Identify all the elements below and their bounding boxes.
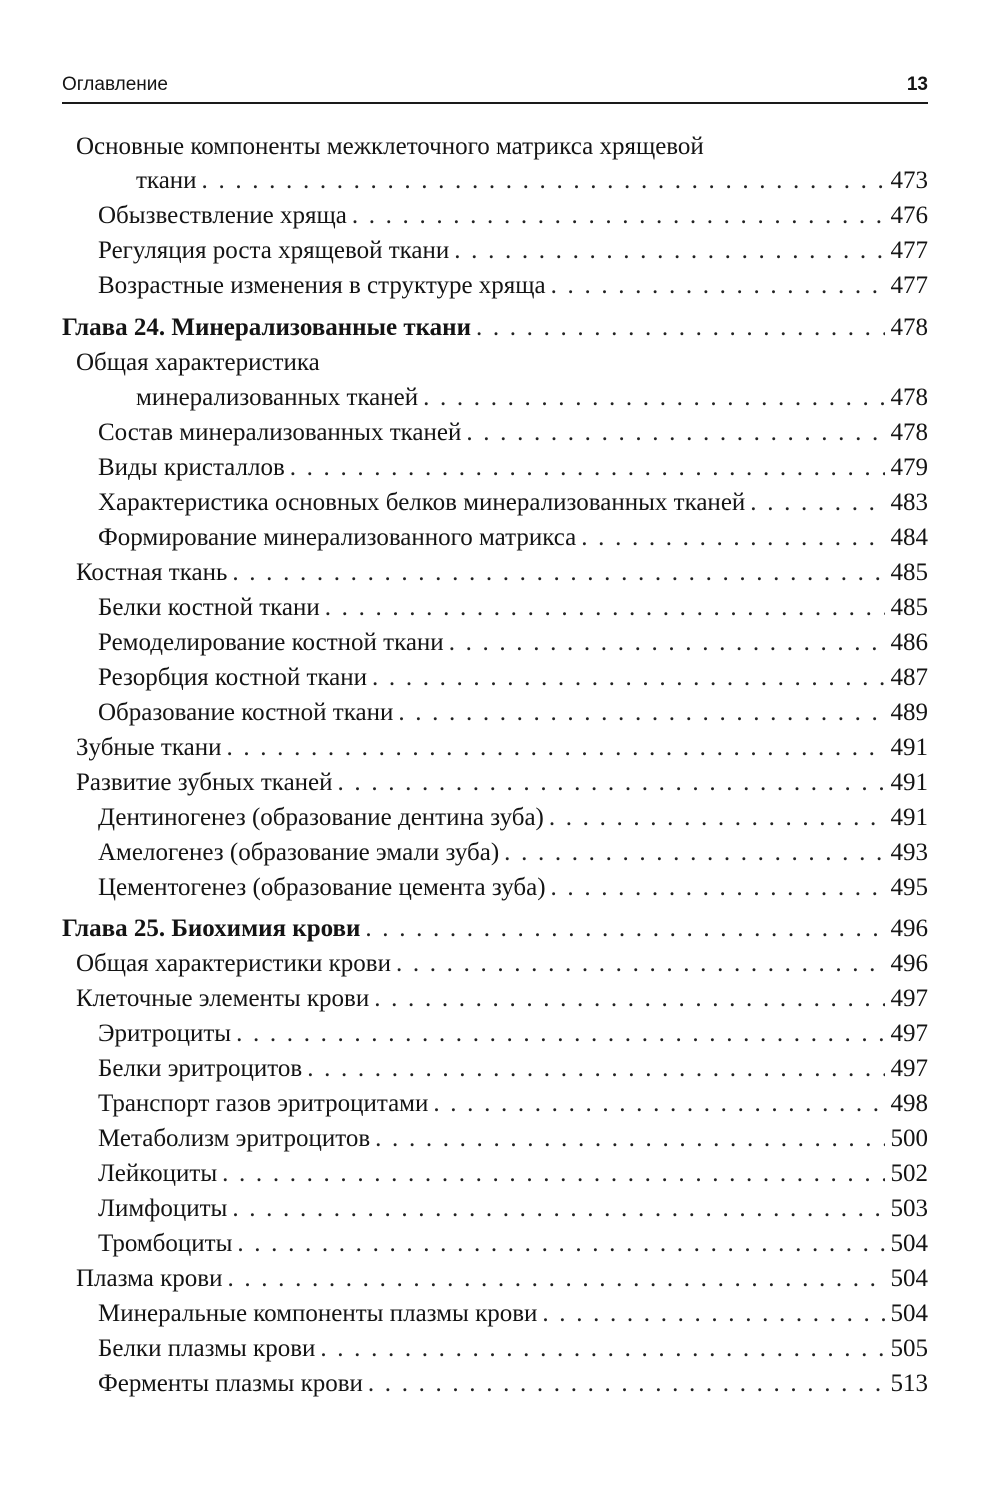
toc-entry	[0, 234, 928, 268]
toc-entry	[0, 1297, 928, 1331]
toc-entry-title: Резорбция костной ткани	[98, 664, 368, 691]
toc-entry-page: 485	[890, 559, 928, 586]
leader-dots	[504, 836, 884, 870]
toc-entry-page: 478	[890, 419, 928, 446]
leader-dots	[222, 1157, 884, 1191]
leader-dots	[226, 731, 884, 765]
leader-dots	[396, 947, 885, 981]
toc-entry-page: 495	[890, 874, 928, 901]
leader-dots	[375, 1122, 884, 1156]
leader-dots	[232, 1192, 884, 1226]
toc-entry-page: 483	[890, 489, 928, 516]
toc-entry-title: Костная ткань	[76, 559, 228, 586]
toc-entry	[0, 947, 928, 981]
toc-entry-title: Ферменты плазмы крови	[98, 1370, 363, 1397]
toc-entry-title: Характеристика основных белков минерализованных тканей	[98, 489, 746, 516]
leader-dots	[352, 199, 885, 233]
toc-entry	[0, 696, 928, 730]
toc-entry	[0, 801, 928, 835]
toc-entry-page: 504	[890, 1230, 928, 1257]
toc-entry-title: Белки плазмы крови	[98, 1335, 316, 1362]
toc-entry-page: 497	[890, 1020, 928, 1047]
leader-dots	[365, 912, 884, 946]
toc-entry-page: 496	[890, 915, 928, 942]
toc-entry-title: Регуляция роста хрящевой ткани	[98, 237, 450, 264]
toc-entry-page: 484	[890, 524, 928, 551]
toc-entry-title: Лимфоциты	[98, 1195, 228, 1222]
toc-entry-title: Метаболизм эритроцитов	[98, 1125, 371, 1152]
toc-entry	[0, 486, 928, 520]
toc-entry	[0, 381, 928, 415]
leader-dots	[320, 1332, 884, 1366]
leader-dots	[551, 269, 885, 303]
toc-entry	[0, 199, 928, 233]
toc-entry-title: Зубные ткани	[76, 734, 222, 761]
toc-entry-title: Основные компоненты межклеточного матрикса хрящевой	[76, 133, 704, 160]
toc-entry-page: 503	[890, 1195, 928, 1222]
toc-entry-title: ткани	[136, 167, 197, 194]
toc-entry-title: Общая характеристики крови	[76, 950, 391, 977]
toc-entry	[0, 1122, 928, 1156]
toc-entry-page: 478	[890, 384, 928, 411]
leader-dots	[237, 1227, 884, 1261]
toc-entry	[0, 416, 928, 450]
toc-entry	[0, 1227, 928, 1261]
toc-entry-title: Клеточные элементы крови	[76, 985, 370, 1012]
toc-entry-title: Амелогенез (образование эмали зуба)	[98, 839, 500, 866]
toc-entry-page: 491	[890, 804, 928, 831]
leader-dots	[549, 801, 885, 835]
toc-entry-title: Возрастные изменения в структуре хряща	[98, 272, 546, 299]
leader-dots	[368, 1367, 885, 1401]
toc-entry	[0, 731, 928, 765]
toc-entry	[0, 1157, 928, 1191]
toc-entry	[0, 626, 928, 660]
toc-entry-page: 504	[890, 1300, 928, 1327]
toc-entry	[0, 521, 928, 555]
toc-entry	[0, 1367, 928, 1401]
toc-entry-title: Тромбоциты	[98, 1230, 233, 1257]
toc-entry	[0, 1332, 928, 1366]
leader-dots	[454, 234, 884, 268]
toc-entry-page: 485	[890, 594, 928, 621]
toc-entry-page: 487	[890, 664, 928, 691]
toc-entry-page: 479	[890, 454, 928, 481]
leader-dots	[325, 591, 885, 625]
leader-dots	[372, 661, 884, 695]
toc-section-heading	[0, 346, 928, 380]
leader-dots	[338, 766, 885, 800]
toc-entry	[0, 1192, 928, 1226]
leader-dots	[232, 556, 884, 590]
toc-entry-title: Белки костной ткани	[98, 594, 320, 621]
toc-entry-page: 498	[890, 1090, 928, 1117]
toc-entry	[0, 269, 928, 303]
toc-entry-page: 486	[890, 629, 928, 656]
toc-entry	[0, 661, 928, 695]
leader-dots	[433, 1087, 884, 1121]
toc-entry-page: 502	[890, 1160, 928, 1187]
toc-entry-title: Лейкоциты	[98, 1160, 218, 1187]
leader-dots	[290, 451, 885, 485]
leader-dots	[551, 871, 885, 905]
toc-entry-title: Дентиногенез (образование дентина зуба)	[98, 804, 544, 831]
toc-entry-title: Виды кристаллов	[98, 454, 285, 481]
toc-entry	[0, 982, 928, 1016]
toc-entry-title: Развитие зубных тканей	[76, 769, 333, 796]
toc-entry-title: Транспорт газов эритроцитами	[98, 1090, 429, 1117]
toc-entry-page: 476	[890, 202, 928, 229]
toc-entry	[0, 1087, 928, 1121]
toc-entry	[0, 1052, 928, 1086]
leader-dots	[374, 982, 884, 1016]
leader-dots	[236, 1017, 884, 1051]
toc-entry-title: Ремоделирование костной ткани	[98, 629, 444, 656]
running-header-title: Оглавление	[62, 74, 168, 95]
toc-entry	[0, 1017, 928, 1051]
toc-entry-page: 478	[890, 314, 928, 341]
leader-dots	[449, 626, 885, 660]
toc-entry-title: Цементогенез (образование цемента зуба)	[98, 874, 546, 901]
toc-chapter-title: Глава 24. Минерализованные ткани	[62, 314, 471, 341]
toc-entry-page: 473	[890, 167, 928, 194]
toc-entry-page: 505	[890, 1335, 928, 1362]
toc-entry-title: Минеральные компоненты плазмы крови	[98, 1300, 538, 1327]
toc-entry-page: 500	[890, 1125, 928, 1152]
leader-dots	[581, 521, 884, 555]
toc-entry	[0, 164, 928, 198]
toc-entry-page: 497	[890, 985, 928, 1012]
toc-entry	[0, 451, 928, 485]
leader-dots	[542, 1297, 884, 1331]
leader-dots	[398, 696, 884, 730]
toc-entry-page: 513	[890, 1370, 928, 1397]
toc-entry-title: Общая характеристика	[76, 349, 320, 376]
toc-chapter	[0, 311, 928, 345]
toc-entry-page: 493	[890, 839, 928, 866]
toc-entry-page: 477	[890, 272, 928, 299]
leader-dots	[423, 381, 884, 415]
toc-entry-title: Эритроциты	[98, 1020, 232, 1047]
toc-entry	[0, 591, 928, 625]
leader-dots	[476, 311, 885, 345]
toc-entry	[0, 1262, 928, 1296]
toc-entry-title: Белки эритроцитов	[98, 1055, 303, 1082]
toc-chapter	[0, 912, 928, 946]
toc-chapter-title: Глава 25. Биохимия крови	[62, 915, 361, 942]
toc-entry-title: Плазма крови	[76, 1265, 223, 1292]
toc-entry	[0, 766, 928, 800]
toc-entry-page: 504	[890, 1265, 928, 1292]
toc-entry-title: Обызвествление хряща	[98, 202, 347, 229]
toc-entry-title: Образование костной ткани	[98, 699, 394, 726]
toc-entry-page: 496	[890, 950, 928, 977]
toc-entry-title: минерализованных тканей	[136, 384, 419, 411]
toc-entry	[0, 556, 928, 590]
leader-dots	[750, 486, 884, 520]
toc-entry-page: 491	[890, 769, 928, 796]
leader-dots	[227, 1262, 884, 1296]
toc-entry-title: Формирование минерализованного матрикса	[98, 524, 577, 551]
toc-entry-page: 477	[890, 237, 928, 264]
toc-entry-title: Состав минерализованных тканей	[98, 419, 462, 446]
toc-entry-page: 497	[890, 1055, 928, 1082]
toc-entry-page: 489	[890, 699, 928, 726]
toc-entry	[0, 871, 928, 905]
running-header	[62, 72, 928, 104]
page-number: 13	[906, 74, 928, 95]
leader-dots	[466, 416, 884, 450]
toc-entry-page: 491	[890, 734, 928, 761]
toc-entry	[0, 836, 928, 870]
toc-section-heading	[0, 130, 928, 164]
leader-dots	[202, 164, 885, 198]
leader-dots	[307, 1052, 884, 1086]
